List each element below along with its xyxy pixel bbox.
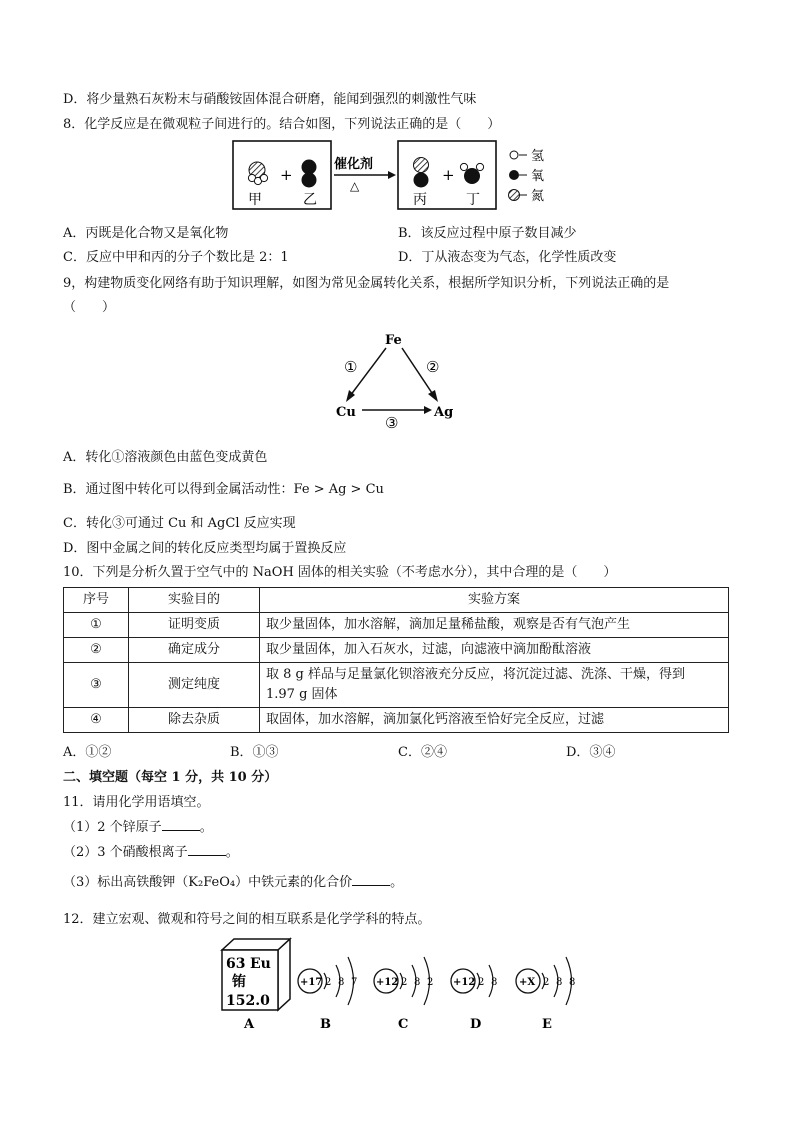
molecule-bing bbox=[414, 158, 429, 188]
q9-option-b: B．通过图中转化可以得到金属活动性：Fe > Ag > Cu bbox=[63, 482, 384, 497]
label-jia: 甲 bbox=[248, 192, 262, 208]
q8-option-d: D．丁从液态变为气态，化学性质改变 bbox=[398, 250, 617, 265]
row-plan: 取少量固体，加入石灰水，过滤，向滤液中滴加酚酞溶液 bbox=[260, 638, 729, 663]
q10-experiment-table bbox=[63, 587, 729, 733]
row-number: ④ bbox=[64, 708, 129, 733]
row-plan-line-1: 取 8 g 样品与足量氯化钡溶液充分反应，将沉淀过滤、洗涤、干燥，得到 bbox=[266, 667, 685, 682]
atom-structure-e bbox=[516, 957, 575, 1005]
q8-option-a: A．丙既是化合物又是氧化物 bbox=[63, 226, 229, 241]
section-title: 二、填空题（每空 1 分，共 10 分） bbox=[63, 770, 278, 785]
table-header-row bbox=[64, 588, 729, 613]
node-cu: Cu bbox=[336, 405, 356, 420]
shell-b-1: 2 bbox=[325, 977, 332, 988]
row-plan: 取少量固体，加水溶解，滴加足量稀盐酸，观察是否有气泡产生 bbox=[260, 613, 729, 638]
q8-option-b: B．该反应过程中原子数目减少 bbox=[398, 226, 577, 241]
q9-option-c: C．转化③可通过 Cu 和 AgCl 反应实现 bbox=[63, 516, 296, 531]
q8-option-c: C．反应中甲和丙的分子个数比是 2：1 bbox=[63, 250, 289, 265]
atom-structure-d bbox=[451, 965, 497, 997]
nucleus-c: +12 bbox=[376, 977, 399, 988]
nucleus-e: +X bbox=[519, 977, 536, 988]
header-purpose: 实验目的 bbox=[129, 588, 260, 613]
q11-part-3-text-b: ）中铁元素的化合价 bbox=[235, 875, 353, 890]
atom-structure-b bbox=[298, 957, 357, 1005]
shell-d-2: 8 bbox=[491, 977, 498, 988]
element-mass: 152.0 bbox=[226, 993, 270, 1009]
row-number: ③ bbox=[64, 663, 129, 708]
nucleus-d: +12 bbox=[453, 977, 476, 988]
legend-nitrogen: 氮 bbox=[531, 189, 545, 204]
label-a: A bbox=[244, 1017, 255, 1032]
molecule-jia bbox=[248, 162, 267, 185]
period: 。 bbox=[390, 875, 404, 890]
answer-blank[interactable] bbox=[162, 818, 200, 831]
label-e: E bbox=[542, 1017, 552, 1032]
table-row bbox=[64, 613, 729, 638]
legend-hydrogen: 氢 bbox=[531, 149, 545, 164]
label-d: D bbox=[470, 1017, 482, 1032]
atom-structure-c bbox=[374, 957, 433, 1005]
shell-c-1: 2 bbox=[401, 977, 408, 988]
table-row bbox=[64, 663, 729, 708]
q11-stem: 11．请用化学用语填空。 bbox=[63, 795, 210, 810]
q9-stem: 9，构建物质变化网络有助于知识理解，如图为常见金属转化关系，根据所学知识分析，下列说法正确的是 bbox=[63, 276, 670, 291]
label-yi: 乙 bbox=[303, 192, 317, 208]
catalyst-label: 催化剂 bbox=[334, 157, 374, 172]
arrow-label-1: ① bbox=[344, 358, 358, 376]
legend bbox=[509, 149, 545, 204]
q7-option-d: D．将少量熟石灰粉末与硝酸铵固体混合研磨，能闻到强烈的刺激性气味 bbox=[63, 92, 477, 107]
shell-d-1: 2 bbox=[478, 977, 485, 988]
q11-part-1-text: （1）2 个锌原子 bbox=[63, 820, 162, 835]
node-ag: Ag bbox=[434, 405, 454, 420]
header-number: 序号 bbox=[64, 588, 129, 613]
q10-option-a: A．①② bbox=[63, 745, 112, 760]
table-row bbox=[64, 708, 729, 733]
table-row bbox=[64, 638, 729, 663]
q12-stem: 12．建立宏观、微观和符号之间的相互联系是化学学科的特点。 bbox=[63, 912, 431, 927]
q9-option-d: D．图中金属之间的转化反应类型均属于置换反应 bbox=[63, 541, 347, 556]
plus-sign-2: + bbox=[442, 166, 455, 184]
label-ding: 丁 bbox=[466, 192, 480, 208]
q9-option-a: A．转化①溶液颜色由蓝色变成黄色 bbox=[63, 450, 268, 465]
arrow-label-2: ② bbox=[426, 358, 440, 376]
row-plan: 取固体，加水溶解，滴加氯化钙溶液至恰好完全反应，过滤 bbox=[260, 708, 729, 733]
heat-symbol: △ bbox=[350, 179, 360, 193]
row-number: ① bbox=[64, 613, 129, 638]
q11-part-3-text-a: （3）标出高铁酸钾（ bbox=[63, 875, 189, 890]
q10-option-b: B．①③ bbox=[230, 745, 279, 760]
shell-b-2: 8 bbox=[338, 977, 345, 988]
label-bing: 丙 bbox=[413, 192, 427, 208]
element-number: 63 bbox=[226, 956, 246, 972]
answer-blank[interactable] bbox=[188, 843, 226, 856]
shell-c-2: 8 bbox=[414, 977, 421, 988]
element-symbol: Eu bbox=[250, 956, 271, 972]
q11-part-2 bbox=[63, 843, 239, 863]
header-plan: 实验方案 bbox=[260, 588, 729, 613]
formula-k2feo4: K₂FeO₄ bbox=[188, 875, 236, 890]
row-purpose: 测定纯度 bbox=[129, 663, 260, 708]
molecule-yi bbox=[302, 160, 317, 188]
row-plan bbox=[260, 663, 729, 708]
molecule-ding bbox=[460, 163, 483, 184]
row-plan-line-2: 1.97 g 固体 bbox=[266, 687, 338, 702]
period: 。 bbox=[199, 820, 213, 835]
period: 。 bbox=[225, 845, 239, 860]
node-fe: Fe bbox=[385, 333, 402, 348]
answer-blank[interactable] bbox=[352, 873, 390, 886]
q11-part-3 bbox=[63, 873, 403, 893]
element-cell-europium bbox=[222, 939, 290, 1010]
shell-e-2: 8 bbox=[556, 977, 563, 988]
shell-e-1: 2 bbox=[543, 977, 550, 988]
arrow-label-3: ③ bbox=[385, 414, 399, 432]
q12-atom-diagram bbox=[218, 936, 590, 1036]
q8-reaction-diagram bbox=[230, 138, 560, 214]
legend-oxygen: 氧 bbox=[531, 169, 545, 184]
nucleus-b: +17 bbox=[300, 977, 323, 988]
q10-stem: 10．下列是分析久置于空气中的 NaOH 固体的相关实验（不考虑水分），其中合理的是（ ） bbox=[63, 565, 617, 580]
q11-part-1 bbox=[63, 818, 213, 838]
q9-metal-conversion-diagram bbox=[330, 328, 460, 434]
row-number: ② bbox=[64, 638, 129, 663]
shell-b-3: 7 bbox=[351, 977, 358, 988]
plus-sign-1: + bbox=[280, 166, 293, 184]
row-purpose: 确定成分 bbox=[129, 638, 260, 663]
element-name: 铕 bbox=[232, 974, 246, 990]
q8-stem: 8．化学反应是在微观粒子间进行的。结合如图，下列说法正确的是（ ） bbox=[63, 117, 501, 132]
row-purpose: 除去杂质 bbox=[129, 708, 260, 733]
q11-part-2-text: （2）3 个硝酸根离子 bbox=[63, 845, 188, 860]
shell-c-3: 2 bbox=[427, 977, 434, 988]
label-b: B bbox=[320, 1017, 331, 1032]
q10-option-c: C．②④ bbox=[398, 745, 447, 760]
row-purpose: 证明变质 bbox=[129, 613, 260, 638]
q10-option-d: D．③④ bbox=[566, 745, 616, 760]
q9-stem-paren: （ ） bbox=[63, 300, 116, 315]
label-c: C bbox=[398, 1017, 409, 1032]
shell-e-3: 8 bbox=[569, 977, 576, 988]
